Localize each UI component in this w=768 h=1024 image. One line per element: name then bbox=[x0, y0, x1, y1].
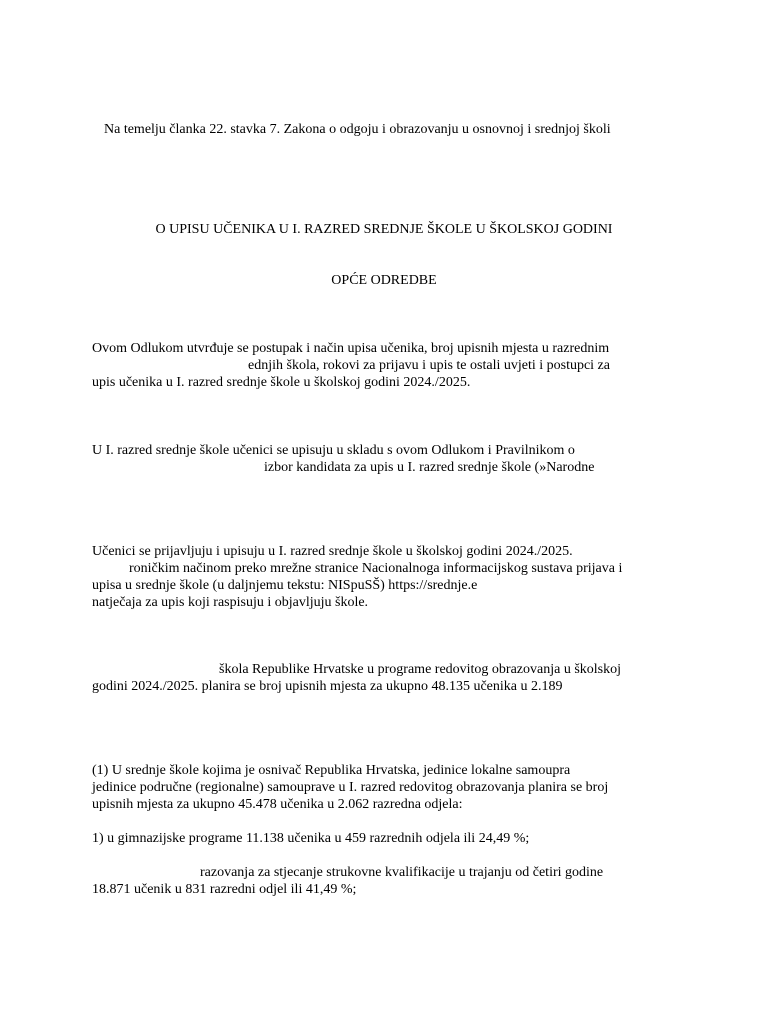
list-item: 18.871 učenik u 831 razredni odjel ili 41,49 %; bbox=[92, 882, 357, 897]
paragraph-line: izbor kandidata za upis u I. razred srednje škole (»Narodne bbox=[264, 460, 595, 475]
paragraph-line: roničkim načinom preko mrežne stranice Nacionalnoga informacijskog sustava prijava i bbox=[129, 561, 623, 576]
paragraph-line: Učenici se prijavljuju i upisuju u I. razred srednje škole u školskoj godini 2024./2025. bbox=[92, 544, 573, 559]
paragraph-line: upisa u srednje škole (u daljnjemu tekstu: NISpuSŠ) https://srednje.e bbox=[92, 578, 478, 593]
paragraph-line: natječaja za upis koji raspisuju i objavljuju škole. bbox=[92, 595, 369, 610]
list-item: 1) u gimnazijske programe 11.138 učenika u 459 razrednih odjela ili 24,49 %; bbox=[92, 831, 530, 846]
paragraph-line: Ovom Odlukom utvrđuje se postupak i način upisa učenika, broj upisnih mjesta u razrednim bbox=[92, 341, 610, 356]
paragraph-line: škola Republike Hrvatske u programe redovitog obrazovanja u školskoj bbox=[219, 662, 622, 677]
paragraph-line: godini 2024./2025. planira se broj upisnih mjesta za ukupno 48.135 učenika u 2.189 bbox=[92, 679, 563, 694]
paragraph-line: (1) U srednje škole kojima je osnivač Republika Hrvatska, jedinice lokalne samoupra bbox=[92, 763, 571, 778]
document-title: O UPISU UČENIKA U I. RAZRED SREDNJE ŠKOLE U ŠKOLSKOJ GODINI bbox=[155, 222, 613, 237]
paragraph-line: U I. razred srednje škole učenici se upisuju u skladu s ovom Odlukom i Pravilnikom o bbox=[92, 443, 575, 458]
paragraph-line: upis učenika u I. razred srednje škole u školskoj godini 2024./2025. bbox=[92, 375, 471, 390]
paragraph-line: upisnih mjesta za ukupno 45.478 učenika u 2.062 razredna odjela: bbox=[92, 797, 463, 812]
preamble: Na temelju članka 22. stavka 7. Zakona o odgoju i obrazovanju u osnovnoj i srednjoj školi bbox=[104, 122, 611, 137]
paragraph-line: ednjih škola, rokovi za prijavu i upis te ostali uvjeti i postupci za bbox=[248, 358, 610, 373]
paragraph-line: jedinice područne (regionalne) samouprave u I. razred redovitog obrazovanja planira se broj bbox=[92, 780, 609, 795]
list-item: razovanja za stjecanje strukovne kvalifikacije u trajanju od četiri godine bbox=[200, 865, 604, 880]
section-heading: OPĆE ODREDBE bbox=[331, 273, 437, 288]
